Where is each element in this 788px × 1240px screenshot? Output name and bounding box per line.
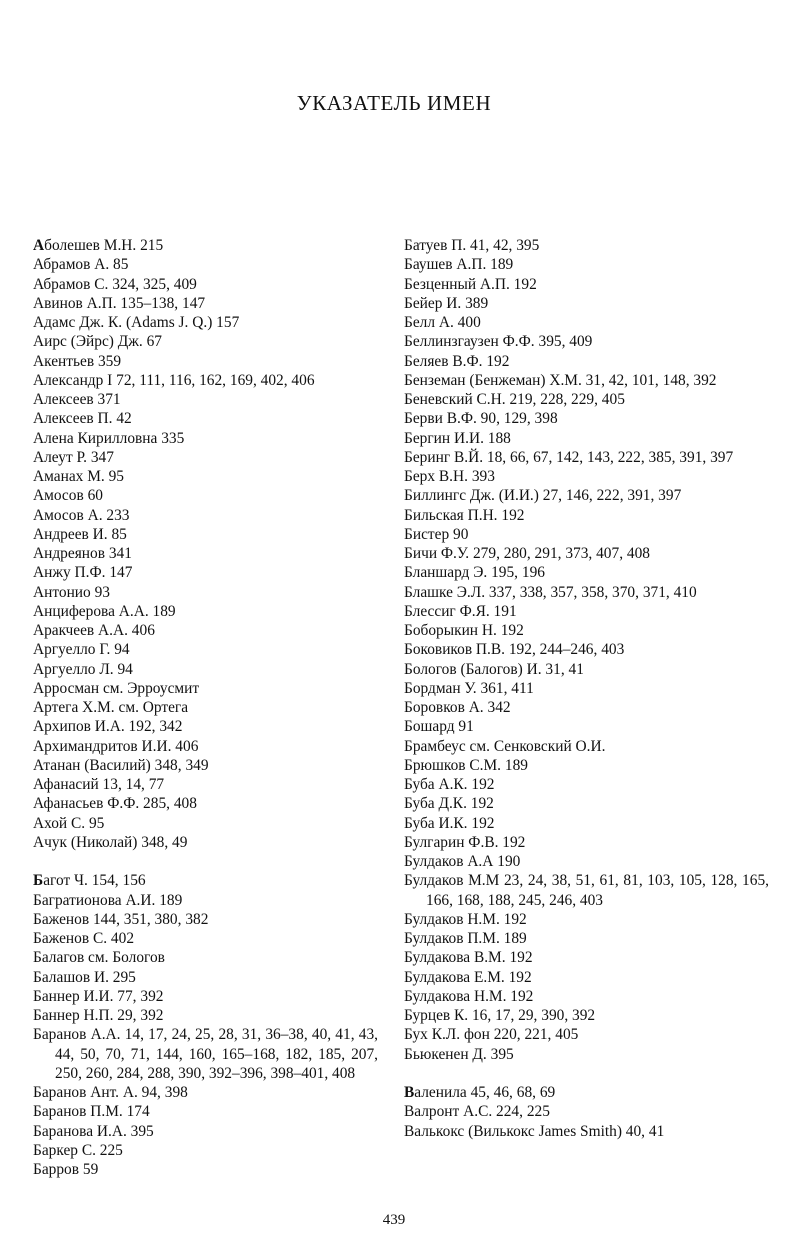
page-number: 439 (382, 1212, 406, 1228)
index-entry: Балашов И. 295 (33, 968, 136, 986)
index-entry: Боровков А. 342 (404, 699, 511, 716)
section-gap (404, 1064, 769, 1083)
index-entry: Булдакова В.М. 192 (404, 949, 533, 967)
index-entry: Бенземан (Бенжеман) Х.М. 31, 42, 101, 148, 392 (404, 371, 717, 389)
index-entry: Берви В.Ф. 90, 129, 398 (404, 410, 558, 428)
index-entry: Валькокс (Вилькокс James Smith) 40, 41 (404, 1122, 665, 1140)
index-entry: Бильская П.Н. 192 (404, 506, 525, 524)
index-entry: Архипов И.А. 192, 342 (33, 718, 183, 736)
index-entry: Афанасьев Ф.Ф. 285, 408 (33, 795, 197, 813)
index-entry: Баранов А.А. 14, 17, 24, 25, 28, 31, 36–38, 40, 41, 43, 44, 50, 70, 71, 144, 160, 165–168, 182, 185, 207, 250, 260, 284, 288, 390, 392–396, 398–401, 408 (33, 1026, 378, 1082)
index-entry: Брамбеус см. Сенковский О.И. (404, 737, 606, 755)
index-entry: Валенила 45, 46, 68, 69 (404, 1084, 556, 1101)
index-entry: Арросман см. Эрроусмит (33, 679, 200, 697)
index-entry: Буба И.К. 192 (404, 814, 495, 832)
index-entry: Баженов С. 402 (33, 930, 135, 947)
index-entry: Аирс (Эйрс) Дж. 67 (33, 333, 162, 351)
index-entry: Безценный А.П. 192 (404, 275, 537, 293)
index-entry: Андреев И. 85 (33, 525, 127, 543)
page-title: УКАЗАТЕЛЬ ИМЕН (296, 91, 492, 115)
index-column-right (404, 236, 769, 1141)
index-entry: Булдаков П.М. 189 (404, 930, 527, 947)
index-entry: Баранова И.А. 395 (33, 1122, 154, 1140)
index-entry: Бергин И.И. 188 (404, 429, 511, 447)
index-entry: Булгарин Ф.В. 192 (404, 833, 526, 851)
index-entry: Алеут Р. 347 (33, 448, 114, 466)
index-entry: Амосов 60 (33, 487, 103, 505)
index-entry: Анциферова А.А. 189 (33, 602, 176, 620)
index-entry: Баранов П.М. 174 (33, 1103, 150, 1121)
index-entry: Бологов (Балогов) И. 31, 41 (404, 660, 584, 678)
index-entry: Аболешев М.Н. 215 (33, 237, 164, 254)
index-entry: Аргуелло Г. 94 (33, 641, 130, 659)
index-entry: Ачук (Николай) 348, 49 (33, 833, 188, 851)
index-column-left (33, 236, 378, 1179)
index-entry: Блашке Э.Л. 337, 338, 357, 358, 370, 371, 410 (404, 583, 697, 601)
index-entry: Бистер 90 (404, 525, 469, 543)
index-entry: Беневский С.Н. 219, 228, 229, 405 (404, 391, 625, 408)
index-entry: Буба Д.К. 192 (404, 795, 494, 813)
index-entry: Алексеев П. 42 (33, 410, 132, 428)
index-entry: Акентьев 359 (33, 352, 122, 370)
index-entry: Баннер Н.П. 29, 392 (33, 1007, 164, 1024)
index-entry: Блессиг Ф.Я. 191 (404, 602, 517, 620)
index-entry: Амосов А. 233 (33, 506, 130, 524)
index-entry: Баннер И.И. 77, 392 (33, 987, 164, 1005)
index-entry: Булдаков Н.М. 192 (404, 910, 527, 928)
index-entry: Аманах М. 95 (33, 468, 124, 485)
index-entry: Булдакова Е.М. 192 (404, 968, 532, 986)
index-entry: Аракчеев А.А. 406 (33, 622, 155, 639)
index-entry: Булдаков М.М 23, 24, 38, 51, 61, 81, 103, 105, 128, 165, 166, 168, 188, 245, 246, 403 (404, 872, 769, 909)
index-entry: Авинов А.П. 135–138, 147 (33, 294, 206, 312)
index-entry: Булдаков А.А 190 (404, 853, 521, 870)
index-entry: Антонио 93 (33, 583, 110, 601)
index-entry: Багот Ч. 154, 156 (33, 872, 146, 890)
index-entry: Буба А.К. 192 (404, 776, 495, 793)
index-entry: Баушев А.П. 189 (404, 256, 514, 274)
index-entry: Абрамов А. 85 (33, 256, 129, 274)
index-entry: Артега Х.М. см. Ортега (33, 699, 189, 716)
index-entry: Андреянов 341 (33, 545, 132, 562)
index-entry: Балагов см. Бологов (33, 949, 165, 967)
index-entry: Багратионова А.И. 189 (33, 891, 183, 909)
index-entry: Аргуелло Л. 94 (33, 660, 133, 678)
index-entry: Атанан (Василий) 348, 349 (33, 756, 209, 774)
index-entry: Бух К.Л. фон 220, 221, 405 (404, 1026, 579, 1044)
index-entry: Бордман У. 361, 411 (404, 679, 534, 697)
index-entry: Бьюкенен Д. 395 (404, 1045, 514, 1063)
index-entry: Баранов Ант. А. 94, 398 (33, 1084, 188, 1101)
index-entry: Беляев В.Ф. 192 (404, 352, 510, 370)
index-entry: Боковиков П.В. 192, 244–246, 403 (404, 641, 625, 659)
index-entry: Брюшков С.М. 189 (404, 756, 528, 774)
index-entry: Бланшард Э. 195, 196 (404, 564, 545, 582)
index-entry: Берх В.Н. 393 (404, 468, 495, 485)
index-entry: Биллингс Дж. (И.И.) 27, 146, 222, 391, 397 (404, 487, 682, 505)
index-entry: Баженов 144, 351, 380, 382 (33, 910, 209, 928)
index-entry: Баркер С. 225 (33, 1141, 123, 1159)
index-entry: Бошард 91 (404, 718, 474, 736)
index-entry: Бурцев К. 16, 17, 29, 390, 392 (404, 1007, 596, 1024)
index-entry: Бейер И. 389 (404, 294, 489, 312)
index-entry: Александр I 72, 111, 116, 162, 169, 402, 406 (33, 371, 315, 389)
index-entry: Бичи Ф.У. 279, 280, 291, 373, 407, 408 (404, 545, 650, 562)
index-entry: Абрамов С. 324, 325, 409 (33, 275, 197, 293)
index-entry: Барров 59 (33, 1161, 99, 1178)
index-entry: Ахой С. 95 (33, 814, 105, 832)
index-entry: Белл А. 400 (404, 314, 481, 331)
section-gap (33, 852, 378, 871)
index-entry: Валронт А.С. 224, 225 (404, 1103, 550, 1121)
index-entry: Адамс Дж. К. (Adams J. Q.) 157 (33, 314, 240, 331)
index-entry: Беллинзгаузен Ф.Ф. 395, 409 (404, 333, 593, 351)
index-entry: Булдакова Н.М. 192 (404, 987, 534, 1005)
index-entry: Беринг В.Й. 18, 66, 67, 142, 143, 222, 385, 391, 397 (404, 448, 734, 466)
index-entry: Алексеев 371 (33, 391, 121, 408)
index-entry: Боборыкин Н. 192 (404, 622, 524, 639)
index-entry: Батуев П. 41, 42, 395 (404, 237, 540, 254)
index-entry: Алена Кирилловна 335 (33, 429, 185, 447)
index-entry: Архимандритов И.И. 406 (33, 737, 199, 755)
index-entry: Афанасий 13, 14, 77 (33, 776, 165, 793)
index-entry: Анжу П.Ф. 147 (33, 564, 133, 582)
